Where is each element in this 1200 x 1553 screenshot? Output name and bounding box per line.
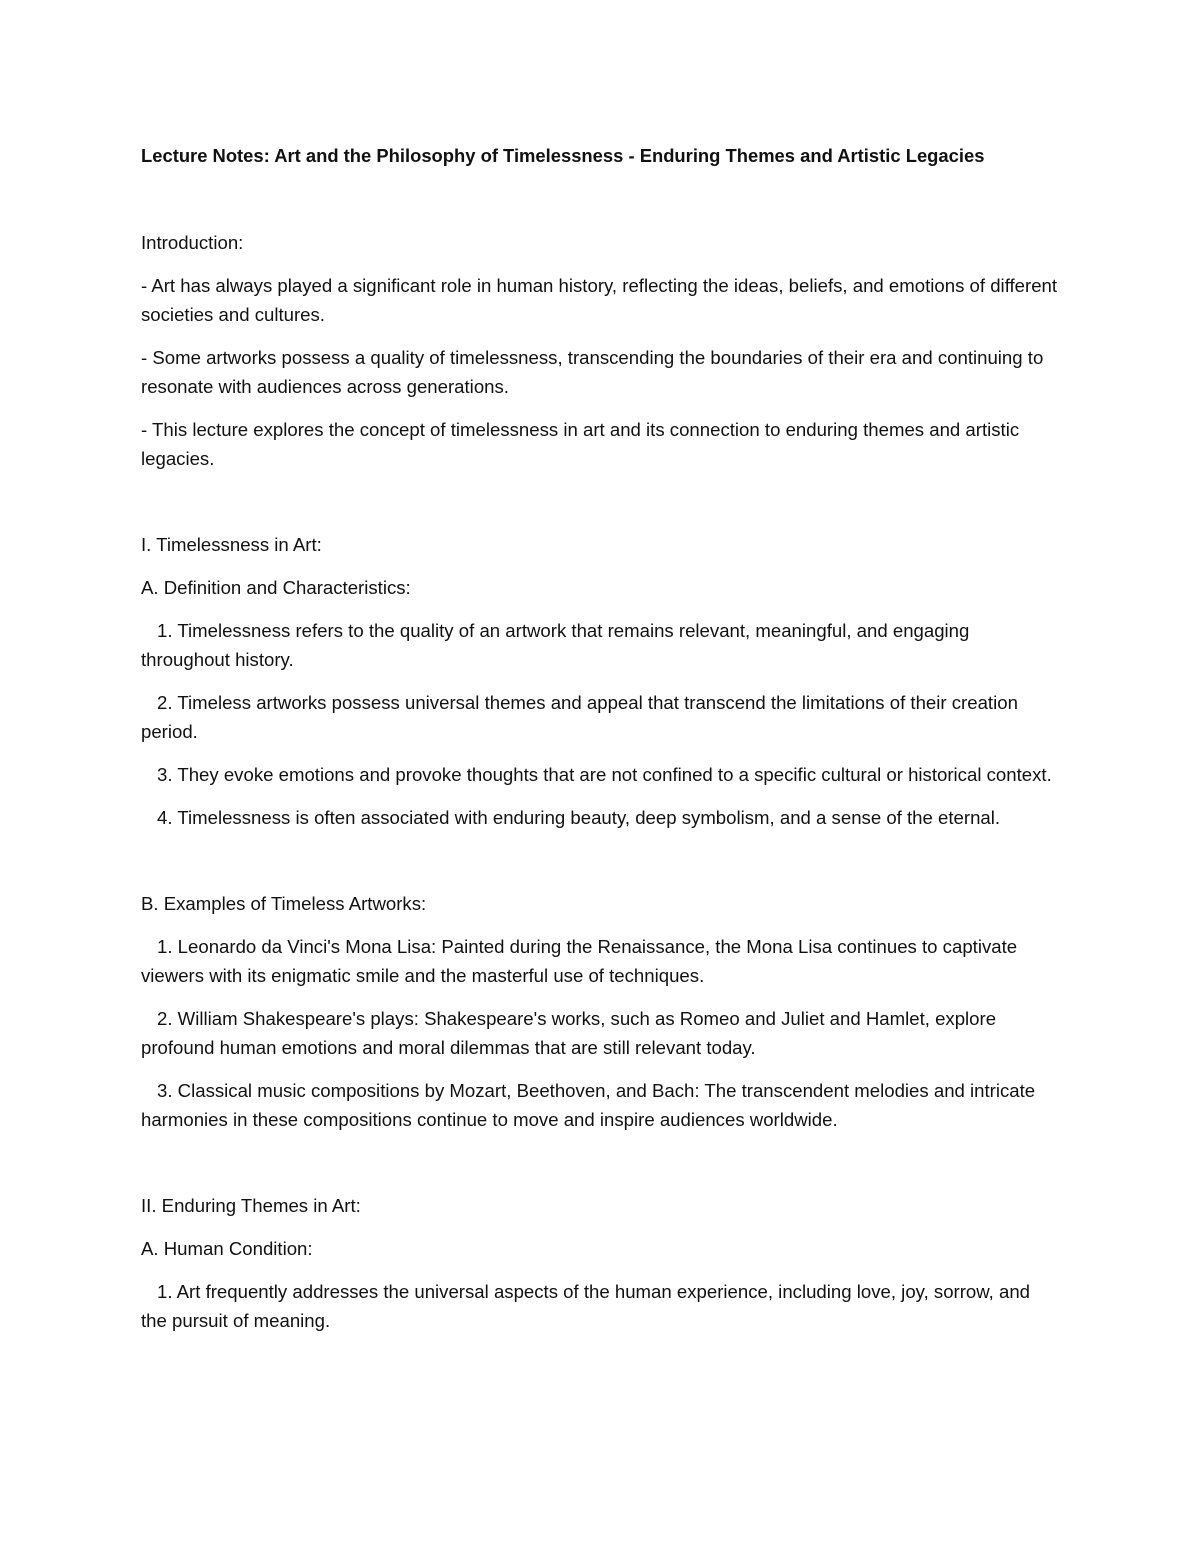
introduction-heading: Introduction: [141,232,244,253]
spacer [141,1148,1061,1191]
list-item: 3. They evoke emotions and provoke thoughts that are not confined to a specific cultural or historical context. [157,764,1052,785]
spacer [141,846,1061,889]
list-item: 1. Art frequently addresses the universal aspects of the human experience, including love, joy, sorrow, and the pursuit of meaning. [141,1281,1031,1331]
list-item: 4. Timelessness is often associated with enduring beauty, deep symbolism, and a sense of the eternal. [157,807,1001,828]
list-item: 3. Classical music compositions by Mozart, Beethoven, and Bach: The transcendent melodies and intricate harmonies in these compositions continue to move and inspire audiences worldwide. [141,1080,1036,1130]
document-body [141,141,1061,1349]
introduction-point: - Art has always played a significant role in human history, reflecting the ideas, beliefs, and emotions of different societies and cultures. [141,275,1058,325]
list-item: 1. Leonardo da Vinci's Mona Lisa: Painted during the Renaissance, the Mona Lisa continues to captivate viewers with its enigmatic smile and the masterful use of techniques. [141,936,1018,986]
section-2-heading: II. Enduring Themes in Art: [141,1195,361,1216]
section-1-heading: I. Timelessness in Art: [141,534,322,555]
list-item: 2. William Shakespeare's plays: Shakespeare's works, such as Romeo and Juliet and Hamlet, explore profound human emotions and moral dilemmas that are still relevant today. [141,1008,997,1058]
document-title: Lecture Notes: Art and the Philosophy of Timelessness - Enduring Themes and Artistic Legacies [141,145,985,166]
spacer [141,487,1061,530]
section-2a-heading: A. Human Condition: [141,1238,313,1259]
list-item: 2. Timeless artworks possess universal themes and appeal that transcend the limitations of their creation period. [141,692,1018,742]
introduction-point: - This lecture explores the concept of timelessness in art and its connection to enduring themes and artistic legacies. [141,419,1020,469]
section-1a-heading: A. Definition and Characteristics: [141,577,411,598]
list-item: 1. Timelessness refers to the quality of an artwork that remains relevant, meaningful, and engaging throughout history. [141,620,970,670]
section-1b-heading: B. Examples of Timeless Artworks: [141,893,427,914]
introduction-point: - Some artworks possess a quality of timelessness, transcending the boundaries of their era and continuing to resonate with audiences across generations. [141,347,1044,397]
